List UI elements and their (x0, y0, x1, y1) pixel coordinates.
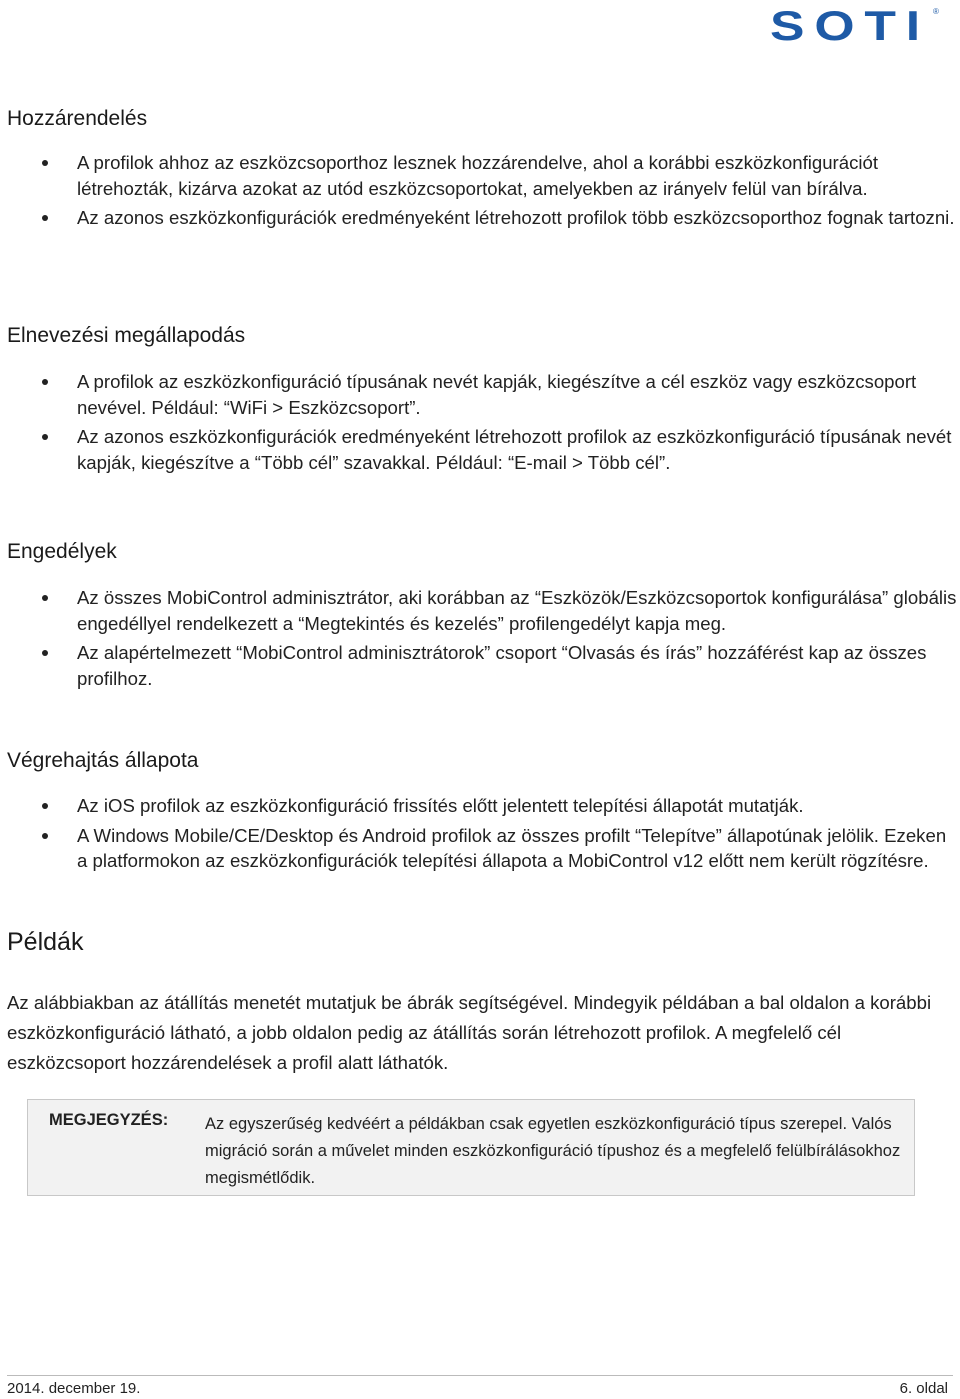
list-item-text: A Windows Mobile/CE/Desktop és Android profilok az összes profilt “Telepítve” állapotúnak jelölik. Ezeken a platformokon az eszközkonfigurációk telepítési állapota a MobiControl v12 előtt nem került rögzítésre. (77, 824, 947, 871)
heading-hozzarendeles: Hozzárendelés (7, 107, 148, 130)
list-item (40, 150, 958, 201)
logo-text: SOTI (770, 4, 930, 44)
bullet-icon (42, 595, 48, 601)
bullet-icon (42, 215, 48, 221)
note-label: MEGJEGYZÉS: (49, 1111, 169, 1129)
bullet-icon (42, 650, 48, 656)
footer-divider (7, 1375, 953, 1376)
footer-date: 2014. december 19. (7, 1380, 141, 1397)
bullet-icon (42, 434, 48, 440)
note-text: Az egyszerűség kedvéért a példákban csak egyetlen eszközkonfiguráció típus szerepel. Valós migráció során a művelet minden eszközkonfiguráció típushoz és a megfelelő felülbírálásokhoz megismétlődik. (205, 1115, 901, 1187)
heading-vegrehajtas: Végrehajtás állapota (7, 749, 199, 772)
list-item-text: A profilok ahhoz az eszközcsoporthoz lesznek hozzárendelve, ahol a korábbi eszközkonfigurációt létrehozták, kizárva azokat az utód eszközcsoportokat, amelyekben az irányelv felül van bírálva. (77, 152, 879, 199)
list-item (40, 369, 958, 420)
list-item (40, 823, 958, 874)
list-engedelyek (40, 585, 958, 695)
list-item-text: Az összes MobiControl adminisztrátor, aki korábban az “Eszközök/Eszközcsoportok konfigurálása” globális engedéllyel rendelkezett a “Megtekintés és kezelés” profilengedélyt kapja meg. (77, 587, 957, 634)
list-item (40, 205, 958, 231)
list-item (40, 640, 958, 691)
heading-engedelyek: Engedélyek (7, 540, 117, 563)
list-item-text: A profilok az eszközkonfiguráció típusának nevét kapják, kiegészítve a cél eszköz vagy eszközcsoport nevével. Például: “WiFi > Eszközcsoport”. (77, 371, 917, 418)
heading-peldak: Példák (7, 928, 84, 956)
list-item-text: Az azonos eszközkonfigurációk eredményeként létrehozott profilok több eszközcsoporthoz fognak tartozni. (77, 207, 955, 228)
list-vegrehajtas (40, 793, 958, 878)
logo-mark: ® (933, 7, 939, 16)
list-item (40, 585, 958, 636)
bullet-icon (42, 160, 48, 166)
soti-logo (770, 4, 942, 44)
bullet-icon (42, 833, 48, 839)
note-box (27, 1099, 915, 1196)
list-item (40, 424, 958, 475)
footer-page-number: 6. oldal (899, 1380, 948, 1397)
heading-elnevezes: Elnevezési megállapodás (7, 324, 246, 347)
bullet-icon (42, 379, 48, 385)
bullet-icon (42, 803, 48, 809)
list-elnevezes (40, 369, 958, 479)
list-item-text: Az iOS profilok az eszközkonfiguráció frissítés előtt jelentett telepítési állapotát mutatják. (77, 795, 804, 816)
list-item-text: Az azonos eszközkonfigurációk eredményeként létrehozott profilok az eszközkonfiguráció típusának nevét kapják, kiegészítve a “Több cél” szavakkal. Például: “E-mail > Több cél”. (77, 426, 952, 473)
examples-paragraph: Az alábbiakban az átállítás menetét mutatjuk be ábrák segítségével. Mindegyik példában a bal oldalon a korábbi eszközkonfiguráció látható, a jobb oldalon pedig az átállítás során létrehozott profilok. A megfelelő cél eszközcsoport hozzárendelések a profil alatt láthatók. (7, 992, 932, 1073)
list-hozzarendeles (40, 150, 958, 235)
list-item (40, 793, 958, 819)
list-item-text: Az alapértelmezett “MobiControl adminisztrátorok” csoport “Olvasás és írás” hozzáférést kap az összes profilhoz. (77, 642, 927, 689)
